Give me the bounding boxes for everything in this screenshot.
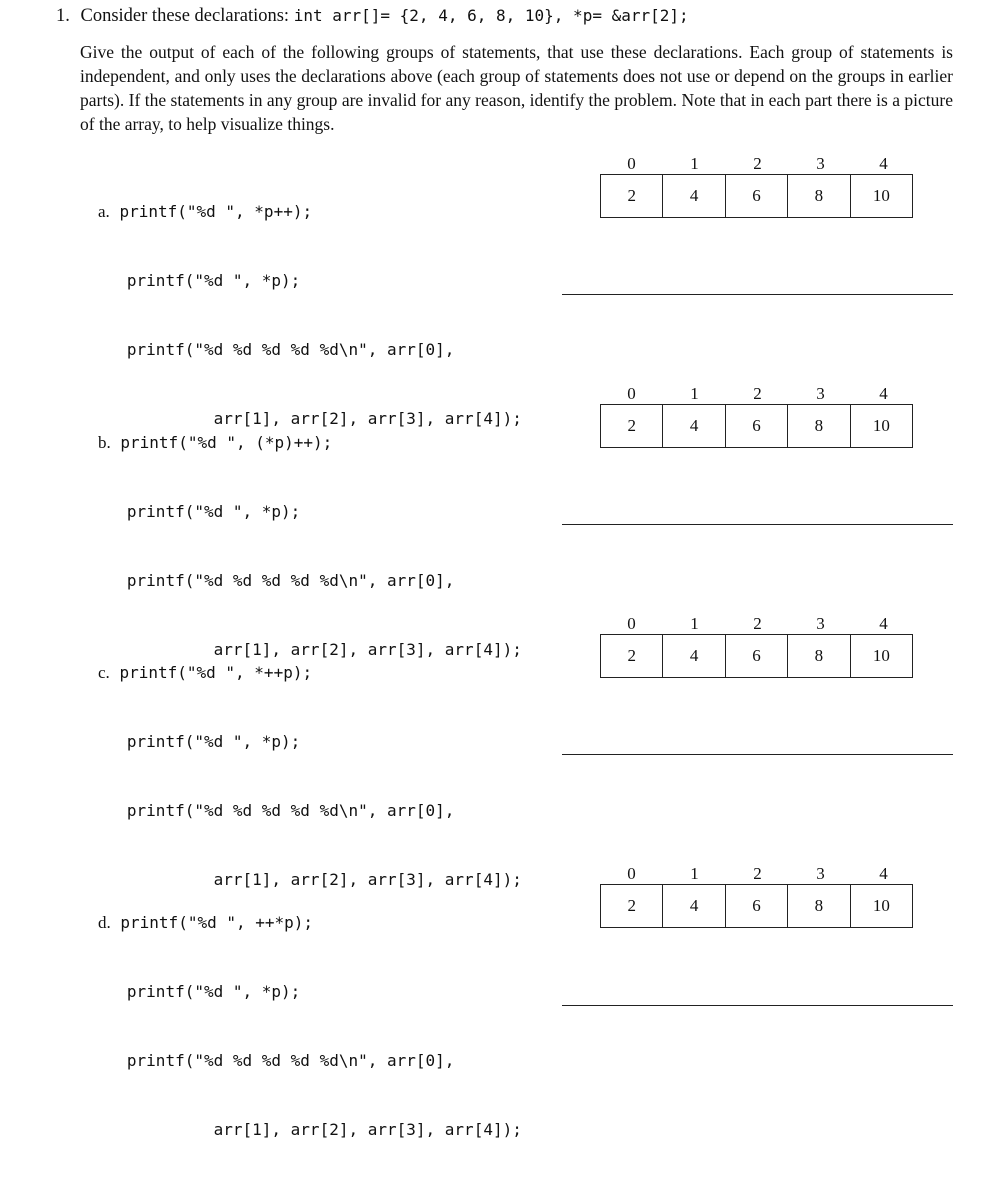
- array-index: 3: [816, 864, 825, 883]
- array-cell: 8: [788, 175, 850, 217]
- array-cell: 8: [788, 885, 850, 927]
- array-cell: 8: [788, 405, 850, 447]
- code-line: [98, 500, 522, 523]
- array-cell: 4: [663, 405, 725, 447]
- array-diagram: [600, 884, 913, 928]
- array-indices: [600, 382, 915, 406]
- code-text: printf("%d %d %d %d %d\n", arr[0],: [126, 571, 455, 590]
- code-line: [98, 1118, 522, 1141]
- array-index: 1: [690, 864, 699, 883]
- question-prefix: Consider these declarations:: [80, 6, 290, 26]
- array-index: 1: [690, 614, 699, 633]
- array-cell: 10: [872, 646, 890, 665]
- array-cell: 2: [601, 175, 663, 217]
- array-index: 2: [753, 384, 762, 403]
- array-cell: 2: [601, 635, 663, 677]
- part-b: [0, 382, 1005, 659]
- code-text: printf("%d ", *p);: [126, 732, 301, 751]
- array-cell: 4: [663, 635, 725, 677]
- code-text: printf("%d ", *p++);: [119, 202, 313, 221]
- answer-line: [562, 1005, 953, 1006]
- code-line: [98, 661, 522, 684]
- part-label: b.: [98, 433, 111, 452]
- answer-line: [562, 294, 953, 295]
- array-index: 2: [753, 154, 762, 173]
- array-index: 3: [816, 614, 825, 633]
- array-cell: 10: [872, 186, 890, 205]
- array-index: 4: [879, 384, 888, 403]
- array-indices: [600, 862, 915, 886]
- array-cell: 6: [726, 405, 788, 447]
- question-instructions: Give the output of each of the following groups of statements, that use these declarations. Each group of statements is independent, and only uses the declarations above (each group of statements does not use or depend on the groups in earlier parts). If the statements in any group are invalid for any reason, identify the problem. Note that in each part there is a picture of the array, to help visualize things.: [80, 42, 953, 134]
- array-index: 0: [627, 864, 636, 883]
- code-line: [98, 799, 522, 822]
- code-text: arr[1], arr[2], arr[3], arr[4]);: [126, 409, 522, 428]
- part-c: [0, 612, 1005, 889]
- answer-line: [562, 524, 953, 525]
- array-index: 4: [879, 154, 888, 173]
- code-line: [98, 980, 522, 1003]
- array-cell: 4: [663, 885, 725, 927]
- part-label: a.: [98, 202, 110, 221]
- part-a: [0, 152, 1005, 428]
- code-line: [98, 200, 522, 223]
- code-line: [98, 1049, 522, 1072]
- array-cell: 2: [601, 885, 663, 927]
- array-index: 1: [690, 384, 699, 403]
- array-index: 0: [627, 384, 636, 403]
- array-index: 4: [879, 614, 888, 633]
- code-line: [98, 911, 522, 934]
- declaration-code: int arr[]= {2, 4, 6, 8, 10}, *p= &arr[2];: [293, 6, 689, 25]
- array-cell: 2: [601, 405, 663, 447]
- array-index: 3: [816, 154, 825, 173]
- array-index: 0: [627, 614, 636, 633]
- array-cell: 10: [872, 896, 890, 915]
- array-index: 0: [627, 154, 636, 173]
- code-line: [98, 730, 522, 753]
- code-text: printf("%d ", *++p);: [119, 663, 313, 682]
- array-indices: [600, 152, 915, 176]
- part-label: d.: [98, 913, 111, 932]
- code-text: printf("%d ", (*p)++);: [120, 433, 333, 452]
- array-index: 2: [753, 614, 762, 633]
- code-text: printf("%d ", ++*p);: [120, 913, 314, 932]
- array-cell: 6: [726, 635, 788, 677]
- array-index: 4: [879, 864, 888, 883]
- code-text: printf("%d ", *p);: [126, 502, 301, 521]
- array-cell: 4: [663, 175, 725, 217]
- array-indices: [600, 612, 915, 636]
- code-text: printf("%d ", *p);: [126, 982, 301, 1001]
- code-text: printf("%d %d %d %d %d\n", arr[0],: [126, 340, 455, 359]
- question-header: [56, 4, 996, 28]
- array-index: 3: [816, 384, 825, 403]
- array-index: 1: [690, 154, 699, 173]
- part-label: c.: [98, 663, 110, 682]
- code-line: [98, 431, 522, 454]
- answer-line: [562, 754, 953, 755]
- array-cell: 6: [726, 885, 788, 927]
- array-diagram: [600, 634, 913, 678]
- array-cell: 8: [788, 635, 850, 677]
- code-line: [98, 569, 522, 592]
- code-text: arr[1], arr[2], arr[3], arr[4]);: [126, 870, 522, 889]
- code-text: arr[1], arr[2], arr[3], arr[4]);: [126, 1120, 522, 1139]
- array-diagram: [600, 404, 913, 448]
- code-line: [98, 269, 522, 292]
- array-cell: 6: [726, 175, 788, 217]
- array-cell: 10: [872, 416, 890, 435]
- code-text: printf("%d ", *p);: [126, 271, 301, 290]
- array-diagram: [600, 174, 913, 218]
- code-line: [98, 338, 522, 361]
- question-number: 1.: [56, 6, 70, 26]
- code-text: printf("%d %d %d %d %d\n", arr[0],: [126, 1051, 455, 1070]
- part-d: [0, 862, 1005, 1139]
- code-block: [98, 865, 522, 1187]
- code-text: arr[1], arr[2], arr[3], arr[4]);: [126, 640, 522, 659]
- array-index: 2: [753, 864, 762, 883]
- code-text: printf("%d %d %d %d %d\n", arr[0],: [126, 801, 455, 820]
